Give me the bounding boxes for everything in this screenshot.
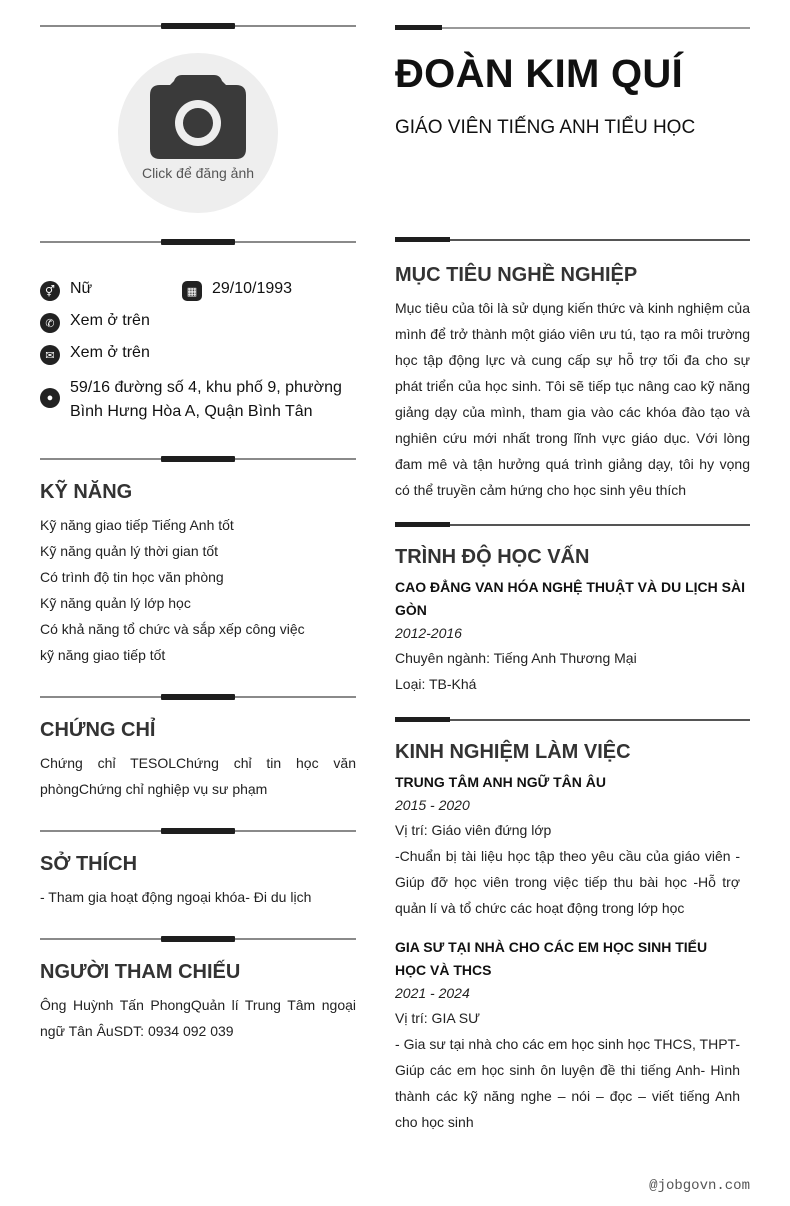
job-period: 2015 - 2020: [395, 797, 470, 813]
objective-text: Mục tiêu của tôi là sử dụng kiến thức và kinh nghiệm của mình để trở thành một giáo viên ưu tú, tạo ra môi trường học tập động lực và cung cấp sự hỗ trợ tối đa cho sự phát triển của học sinh. Tôi sẽ tiếp tục nâng cao kỹ năng giảng dạy của mình, tham gia vào các khóa đào tạo và nghiên cứu mới nhất trong lĩnh vực giáo dục. Với lòng đam mê và tận hưởng quá trình giảng dạy, tôi hy vọng có thể truyền cảm hứng cho học sinh yêu thích: [395, 300, 750, 498]
list-item: Kỹ năng giao tiếp Tiếng Anh tốt: [40, 517, 234, 533]
gender-icon: ⚥: [40, 281, 60, 301]
skills-heading: KỸ NĂNG: [40, 481, 133, 503]
list-item: Kỹ năng quản lý lớp học: [40, 595, 191, 611]
list-item: Kỹ năng quản lý thời gian tốt: [40, 543, 219, 559]
phone-value: Xem ở trên: [70, 312, 150, 329]
skills-list: [40, 512, 356, 668]
job-period: 2021 - 2024: [395, 985, 470, 1001]
address-value: 59/16 đường số 4, khu phố 9, phường Bình Hưng Hòa A, Quận Bình Tân: [70, 379, 342, 420]
footer-watermark: @jobgovn.com: [649, 1178, 750, 1194]
location-pin-icon: ●: [40, 388, 60, 408]
divider: [40, 237, 356, 247]
school-name: CAO ĐẲNG VAN HÓA NGHỆ THUẬT VÀ DU LỊCH SÀI GÒN: [395, 579, 745, 618]
experience-job: [395, 771, 740, 921]
education-heading: TRÌNH ĐỘ HỌC VẤN: [395, 546, 590, 568]
job-position: Vị trí: GIA SƯ: [395, 1010, 481, 1026]
company-name: GIA SƯ TẠI NHÀ CHO CÁC EM HỌC SINH TIỂU HỌC VÀ THCS: [395, 939, 708, 978]
certs-text: Chứng chỉ TESOLChứng chỉ tin học văn phòngChứng chỉ nghiệp vụ sư phạm: [40, 755, 356, 797]
camera-icon: [150, 75, 246, 159]
list-item: Có khả năng tổ chức và sắp xếp công việc: [40, 621, 305, 637]
phone-row: [40, 312, 150, 333]
hobbies-heading: SỞ THÍCH: [40, 853, 138, 875]
job-position: Vị trí: Giáo viên đứng lớp: [395, 822, 552, 838]
experience-job: [395, 936, 740, 1135]
company-name: TRUNG TÂM ANH NGỮ TÂN ÂU: [395, 774, 606, 790]
certs-heading: CHỨNG CHỈ: [40, 719, 156, 741]
photo-caption: Click để đăng ảnh: [141, 165, 255, 181]
job-description: - Gia sư tại nhà cho các em học sinh học THCS, THPT- Giúp các em học sinh ôn luyện đề thi tiếng Anh- Hình thành các kỹ năng nghe – nói – đọc – viết tiếng Anh cho học sinh: [395, 1036, 740, 1130]
divider: [40, 692, 356, 702]
hobbies-text: - Tham gia hoạt động ngoại khóa- Đi du lịch: [40, 889, 312, 905]
education-grade: Loại: TB-Khá: [395, 676, 477, 692]
divider: [395, 521, 750, 529]
education-major: Chuyên ngành: Tiếng Anh Thương Mại: [395, 650, 637, 666]
divider: [40, 21, 356, 31]
experience-heading: KINH NGHIỆM LÀM VIỆC: [395, 741, 631, 763]
job-title: GIÁO VIÊN TIẾNG ANH TIỂU HỌC: [395, 117, 696, 138]
email-row: [40, 344, 150, 365]
divider: [40, 454, 356, 464]
profile-photo-upload[interactable]: [118, 53, 278, 213]
list-item: Có trình độ tin học văn phòng: [40, 569, 224, 585]
birthday-row: [182, 280, 292, 301]
references-text: Ông Huỳnh Tấn PhongQuản lí Trung Tâm ngoại ngữ Tân ÂuSDT: 0934 092 039: [40, 997, 356, 1039]
gender-row: [40, 280, 92, 301]
gender-value: Nữ: [70, 280, 93, 297]
email-value: Xem ở trên: [70, 344, 150, 361]
job-description: -Chuẩn bị tài liệu học tập theo yêu cầu của giáo viên -Giúp đỡ học viên trong việc tiếp thu bài học -Hỗ trợ quản lí và tổ chức các hoạt động trong lớp học: [395, 848, 740, 916]
references-heading: NGƯỜI THAM CHIẾU: [40, 961, 241, 983]
calendar-icon: ▦: [182, 281, 202, 301]
candidate-name: ĐOÀN KIM QUÍ: [395, 52, 684, 96]
divider: [395, 24, 750, 32]
list-item: kỹ năng giao tiếp tốt: [40, 647, 166, 663]
phone-icon: ✆: [40, 313, 60, 333]
education-period: 2012-2016: [395, 625, 462, 641]
address-row: [40, 376, 356, 424]
birthday-value: 29/10/1993: [212, 280, 293, 297]
education-block: [395, 576, 745, 697]
divider: [395, 236, 750, 244]
divider: [40, 934, 356, 944]
email-icon: ✉: [40, 345, 60, 365]
divider: [40, 826, 356, 836]
objective-heading: MỤC TIÊU NGHỀ NGHIỆP: [395, 264, 638, 286]
divider: [395, 716, 750, 724]
